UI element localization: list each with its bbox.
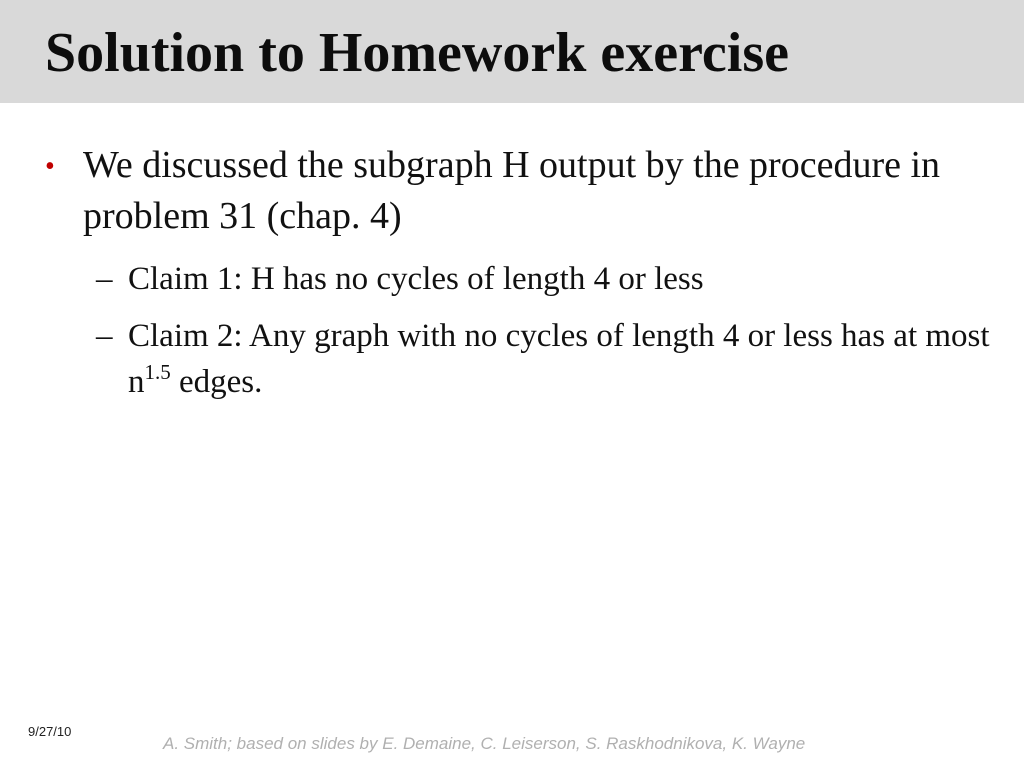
title-bar [0, 0, 1024, 103]
footer-credit: A. Smith; based on slides by E. Demaine, C. Leiserson, S. Raskhodnikova, K. Wayne [163, 734, 806, 753]
sub-bullet-text-claim-2 [128, 313, 998, 405]
dash-marker: – [96, 261, 113, 297]
footer-date: 9/27/10 [28, 724, 72, 739]
exponent-superscript: 1.5 [144, 360, 171, 384]
slide-title: Solution to Homework exercise [45, 22, 789, 84]
bullet-text-1: We discussed the subgraph H output by the procedure in problem 31 (chap. 4) [83, 144, 941, 237]
dash-marker: – [96, 318, 113, 354]
claim-2-text: Claim 2: Any graph with no cycles of length 4 or less has at most n [128, 318, 990, 400]
bullet-dot-icon: • [45, 151, 55, 182]
sub-bullet-text-claim-1: Claim 1: H has no cycles of length 4 or less [128, 261, 704, 297]
claim-2-text-end: edges. [170, 364, 263, 400]
